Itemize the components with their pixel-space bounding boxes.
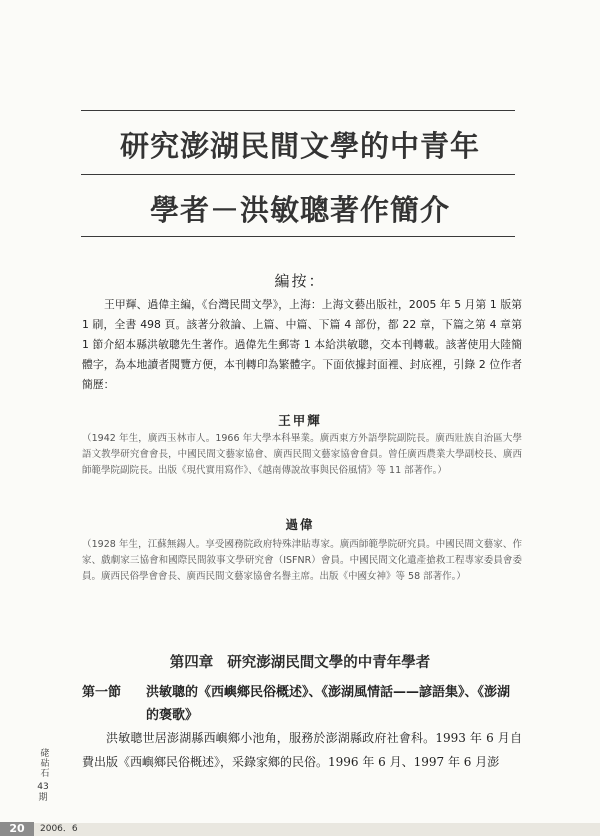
issue-number: 43	[37, 782, 49, 792]
body-paragraph: 洪敏聰世居澎湖縣西嶼鄉小池角，服務於澎湖縣政府社會科。1993 年 6 月自費出版《西嶼鄉民俗概述》，采錄家鄉的民俗。1996 年 6 月、1997 年 6 月澎	[82, 731, 522, 769]
chapter-heading	[0, 651, 600, 672]
chapter-title: 研究澎湖民間文學的中青年學者	[227, 655, 431, 671]
chapter-label: 第四章	[169, 655, 214, 671]
section-title-line-1: 洪敏聰的《西嶼鄉民俗概述》、《澎湖風情話——諺語集》、《澎湖	[146, 685, 511, 700]
article-title-line-2: 學者－洪敏聰著作簡介	[149, 193, 450, 227]
magazine-name: 硓𥑮石	[38, 748, 49, 778]
author-bio-wang: （1942 年生，廣西玉林市人。1966 年大學本科畢業。廣西東方外語學院副院長。廣西壯族自治區大學語文教學研究會會長，中國民間文藝家協會、廣西民間文藝家協會會員。曾任廣西農業大學副校長、廣西師範學院副院長。出版《現代實用寫作》、《越南傳說故事與民俗風情》等 11 部著作。）	[82, 433, 522, 476]
section-heading	[82, 681, 522, 727]
footer-bar	[0, 823, 600, 836]
section-label: 第一節	[82, 685, 122, 700]
author-name-wang: 王甲輝	[278, 413, 322, 428]
author-bio-guo: （1928 年生，江蘇無錫人。享受國務院政府特殊津貼專家。廣西師範學院研究員。中國民間文藝家、作家、戲劇家三協會和國際民間敘事文學研究會（ISFNR）會員。中國民間文化遺產搶救工程專家委員會委員。廣西民俗學會會長、廣西民間文藝家協會名譽主席。出版《中國女神》等 58 部著作。）	[82, 539, 522, 582]
article-title-line-1: 研究澎湖民間文學的中青年	[119, 129, 480, 163]
magazine-side-mark	[36, 748, 50, 804]
title-middle-rule	[81, 174, 515, 175]
section-title-line-2: 的褒歌》	[146, 708, 199, 723]
page-number: 20	[0, 822, 34, 836]
editor-note-text: 王甲輝、過偉主編，《台灣民間文學》，上海：上海文藝出版社，2005 年 5 月第 1 版第 1 刷，全書 498 頁。該著分敘論、上篇、中篇、下篇 4 部份，都 22 章，下篇之第 4 章第 1 節介紹本縣洪敏聰先生著作。過偉先生郵寄 1 本給洪敏聰，交本刊轉載。該著使用大陸簡體字，為本地讀者閱覽方便，本刊轉印為繁體字。下面依據封面裡、封底裡，引錄 2 位作者簡歷：	[82, 298, 522, 391]
issue-date: 2006．6	[40, 824, 78, 834]
author-name-guo: 過偉	[285, 517, 315, 532]
title-bottom-rule	[81, 236, 515, 237]
editor-note-heading: 編按：	[274, 272, 326, 290]
issue-unit: 期	[38, 793, 48, 803]
title-top-rule	[81, 110, 515, 111]
